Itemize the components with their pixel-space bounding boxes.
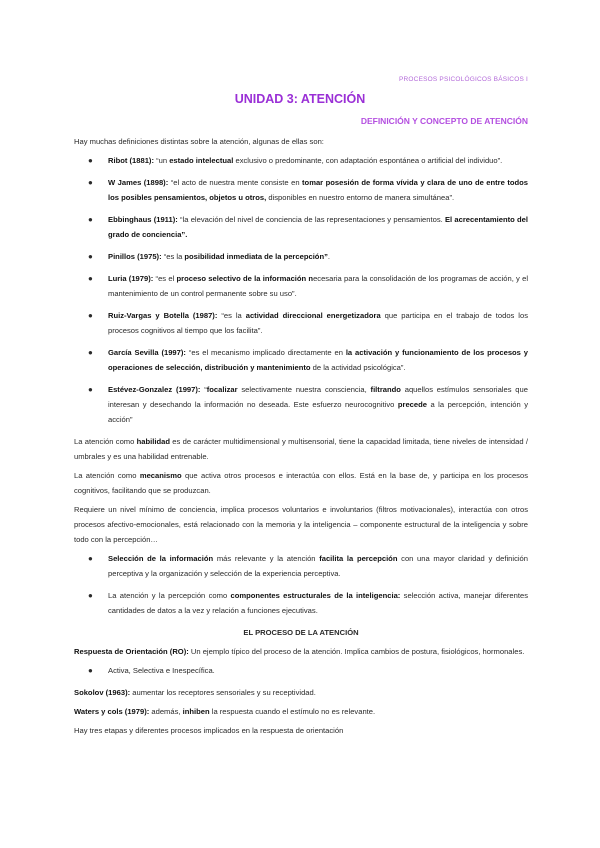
bold-text: actividad direccional energetizadora — [245, 311, 381, 320]
author-name: Ebbinghaus (1911): — [108, 215, 178, 224]
text: La atención como — [74, 471, 140, 480]
text: La atención y la percepción como — [108, 591, 231, 600]
bold-text: proceso selectivo de la información n — [176, 274, 314, 283]
list-item — [74, 175, 528, 205]
text: La atención como — [74, 437, 137, 446]
bold-text: habilidad — [136, 437, 170, 446]
bold-text: la activación y funcionamiento de los procesos y operaciones de selección, distribución y mantenimiento — [108, 348, 529, 372]
bold-text: estado intelectual — [169, 156, 234, 165]
list-item — [74, 249, 528, 264]
text: “es la — [161, 252, 185, 261]
bullet-icon: ● — [88, 156, 93, 165]
bold-text: Selección de la información — [108, 554, 214, 563]
text: “es el mecanismo implicado directamente en — [185, 348, 346, 357]
bold-text: posibilidad inmediata de la percepción” — [184, 252, 328, 261]
list-item — [74, 663, 528, 678]
author-name: Pinillos (1975): — [108, 252, 162, 261]
text: a la percepción, intención y acción” — [108, 400, 528, 424]
ro-list — [74, 663, 528, 678]
bullet-icon: ● — [88, 215, 93, 224]
text: selección activa, manejar diferentes cantidades de datos a la vez y relación a funciones ejecutivas. — [108, 591, 529, 615]
text: de la actividad psicológica”. — [310, 363, 406, 372]
running-header: PROCESOS PSICOLÓGICOS BÁSICOS I — [398, 76, 528, 83]
habilidad-paragraph — [74, 434, 528, 464]
perception-list — [74, 551, 528, 618]
author-name: Estévez-Gonzalez (1997): — [108, 385, 201, 394]
bold-text: facilita la percepción — [319, 554, 398, 563]
ro-paragraph — [74, 644, 528, 659]
author-name: W James (1898): — [108, 178, 169, 187]
list-item — [74, 212, 528, 242]
bullet-icon: ● — [88, 252, 93, 261]
list-item — [74, 382, 528, 427]
bullet-icon: ● — [88, 591, 93, 600]
text: es de carácter multidimensional y multisensorial, tiene la capacidad limitada, tiene niveles de intensidad / umbrales y es una habilidad entrenable. — [74, 437, 528, 461]
bold-text: focalizar — [206, 385, 238, 394]
bold-text: tomar posesión de forma vívida y clara de uno de entre todos los posibles pensamientos, objetos u otros, — [108, 178, 529, 202]
bullet-icon: ● — [88, 385, 93, 394]
text: “el acto de nuestra mente consiste en — [168, 178, 303, 187]
bold-text: componentes estructurales de la inteligencia: — [230, 591, 401, 600]
list-item — [74, 153, 528, 168]
text: con una mayor claridad y definición perceptiva y la organización y selección de la experiencia perceptiva. — [108, 554, 529, 578]
author-name: Ribot (1881): — [108, 156, 154, 165]
bullet-icon: ● — [88, 311, 93, 320]
definitions-list — [74, 153, 528, 427]
text: Activa, Selectiva e Inespecífica. — [108, 666, 215, 675]
bold-text: Waters y cols (1979): — [74, 707, 150, 716]
text: Un ejemplo típico del proceso de la atención. Implica cambios de postura, fisiológicos, hormonales. — [188, 647, 525, 656]
author-name: García Sevilla (1997): — [108, 348, 186, 357]
bullet-icon: ● — [88, 274, 93, 283]
text: . — [327, 252, 331, 261]
text: más relevante y la atención — [213, 554, 320, 563]
text: que participa en el trabajo de todos los procesos cognitivos al tiempo que los facilita”. — [108, 311, 529, 335]
text: además, — [149, 707, 183, 716]
text: selectivamente nuestra consciencia, — [237, 385, 371, 394]
bullet-icon: ● — [88, 666, 93, 675]
text: ecesaria para la consolidación de los programas de acción, y el mantenimiento de un control permanente sobre su uso”. — [108, 274, 529, 298]
text: la respuesta cuando el estímulo no es relevante. — [209, 707, 376, 716]
bullet-icon: ● — [88, 348, 93, 357]
bold-text: mecanismo — [139, 471, 182, 480]
page-title: UNIDAD 3: ATENCIÓN — [234, 92, 366, 106]
text: disponibles en nuestro entorno de manera simultánea”. — [266, 193, 455, 202]
requiere-paragraph: Requiere un nivel mínimo de conciencia, implica procesos voluntarios e involuntarios (filtros motivacionales), interactúa con otros procesos afectivo-emocionales, está relacionado con la memoria y la inteligencia – componente estructural de la inteligencia y sobre todo con la percepción… — [74, 505, 528, 544]
document-body — [74, 134, 528, 742]
text: “es la — [217, 311, 246, 320]
list-item — [74, 551, 528, 581]
text: que activa otros procesos e interactúa con ellos. Está en la base de, y participa en los procesos cognitivos, facilitando que se produzcan. — [74, 471, 528, 495]
final-paragraph: Hay tres etapas y diferentes procesos implicados en la respuesta de orientación — [74, 726, 344, 735]
bold-text: precede — [397, 400, 427, 409]
section-heading: EL PROCESO DE LA ATENCIÓN — [243, 628, 359, 637]
bold-text: El acrecentamiento del grado de conciencia”. — [108, 215, 528, 239]
text: exclusivo o predominante, con adaptación espontánea o artificial del individuo”. — [233, 156, 503, 165]
list-item — [74, 345, 528, 375]
text: “ — [200, 385, 207, 394]
bullet-icon: ● — [88, 178, 93, 187]
author-name: Luria (1979): — [108, 274, 154, 283]
intro-paragraph: Hay muchas definiciones distintas sobre la atención, algunas de ellas son: — [74, 137, 324, 146]
bold-text: Respuesta de Orientación (RO): — [74, 647, 189, 656]
author-name: Ruiz-Vargas y Botella (1987): — [108, 311, 218, 320]
text: aquellos estímulos sensoriales que interesan y desechando la información no deseada. Este esfuerzo neurocognitivo — [108, 385, 528, 409]
text: “un — [154, 156, 170, 165]
section-subtitle: DEFINICIÓN Y CONCEPTO DE ATENCIÓN — [360, 116, 528, 126]
bold-text: inhiben — [182, 707, 210, 716]
bold-text: Sokolov (1963): — [74, 688, 131, 697]
mecanismo-paragraph — [74, 468, 528, 498]
bullet-icon: ● — [88, 554, 93, 563]
text: “es el — [153, 274, 177, 283]
bold-text: filtrando — [370, 385, 401, 394]
list-item — [74, 271, 528, 301]
text: “la elevación del nivel de conciencia de las representaciones y pensamientos. — [177, 215, 445, 224]
waters-paragraph — [74, 704, 528, 719]
list-item — [74, 308, 528, 338]
text: aumentar los receptores sensoriales y su receptividad. — [130, 688, 316, 697]
sokolov-paragraph — [74, 685, 528, 700]
list-item — [74, 588, 528, 618]
